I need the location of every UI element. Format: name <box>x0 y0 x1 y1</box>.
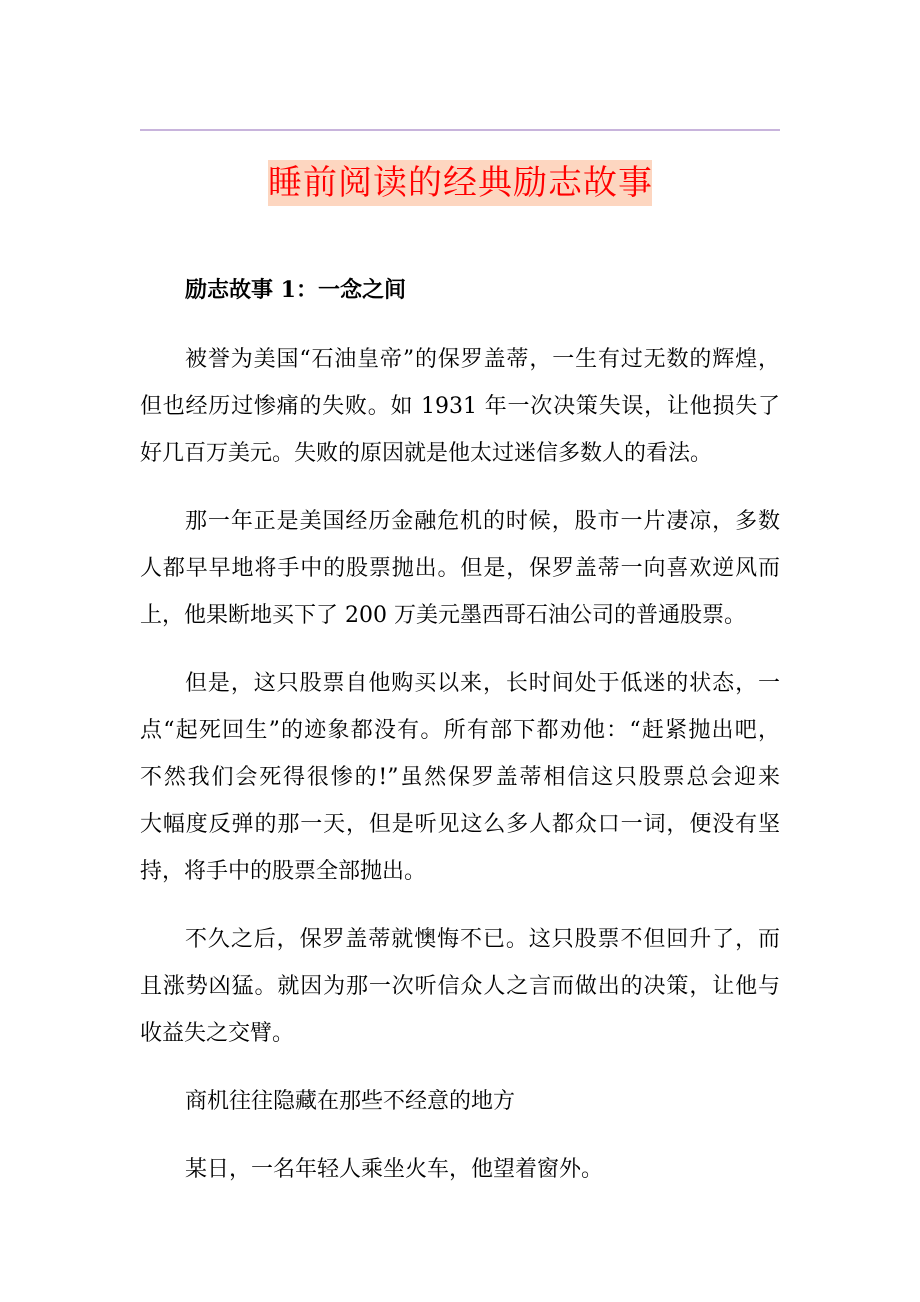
paragraph <box>140 1146 780 1193</box>
paragraph <box>140 916 780 1057</box>
paragraph-list <box>140 336 780 1193</box>
paragraph-line: 那一年正是美国经历金融危机的时候，股市一片凄凉，多数 <box>185 509 780 534</box>
paragraph-line: 点“起死回生”的迹象都没有。所有部下都劝他：“赶紧抛出吧， <box>140 718 780 743</box>
document-body <box>140 270 780 1214</box>
paragraph-line: 好几百万美元。失败的原因就是他太过迷信多数人的看法。 <box>140 441 713 466</box>
paragraph-line: 收益失之交臂。 <box>140 1021 295 1046</box>
paragraph-line: 但是，这只股票自他购买以来，长时间处于低迷的状态，一 <box>185 671 780 696</box>
paragraph-line: 某日，一名年轻人乘坐火车，他望着窗外。 <box>185 1157 604 1182</box>
paragraph-line: 不然我们会死得很惨的!”虽然保罗盖蒂相信这只股票总会迎来 <box>140 765 780 790</box>
paragraph-line: 持，将手中的股票全部抛出。 <box>140 859 427 884</box>
paragraph-line: 但也经历过惨痛的失败。如 1931 年一次决策失误，让他损失了 <box>140 394 780 419</box>
paragraph-line: 不久之后，保罗盖蒂就懊悔不已。这只股票不但回升了，而 <box>185 927 780 952</box>
paragraph-line: 且涨势凶猛。就因为那一次听信众人之言而做出的决策，让他与 <box>140 974 780 999</box>
paragraph-line: 人都早早地将手中的股票抛出。但是，保罗盖蒂一向喜欢逆风而 <box>140 556 780 581</box>
section-heading: 励志故事 1：一念之间 <box>185 277 406 303</box>
paragraph <box>140 336 780 477</box>
document-title: 睡前阅读的经典励志故事 <box>268 160 652 206</box>
paragraph-line: 大幅度反弹的那一天，但是听见这么多人都众口一词，便没有坚 <box>140 812 780 837</box>
paragraph-line: 商机往往隐藏在那些不经意的地方 <box>185 1089 516 1114</box>
paragraph <box>140 498 780 639</box>
paragraph <box>140 660 780 895</box>
paragraph <box>140 1078 780 1125</box>
header-rule <box>140 129 780 131</box>
paragraph-line: 上，他果断地买下了 200 万美元墨西哥石油公司的普通股票。 <box>140 603 746 628</box>
paragraph-line: 被誉为美国“石油皇帝”的保罗盖蒂，一生有过无数的辉煌， <box>185 347 780 372</box>
